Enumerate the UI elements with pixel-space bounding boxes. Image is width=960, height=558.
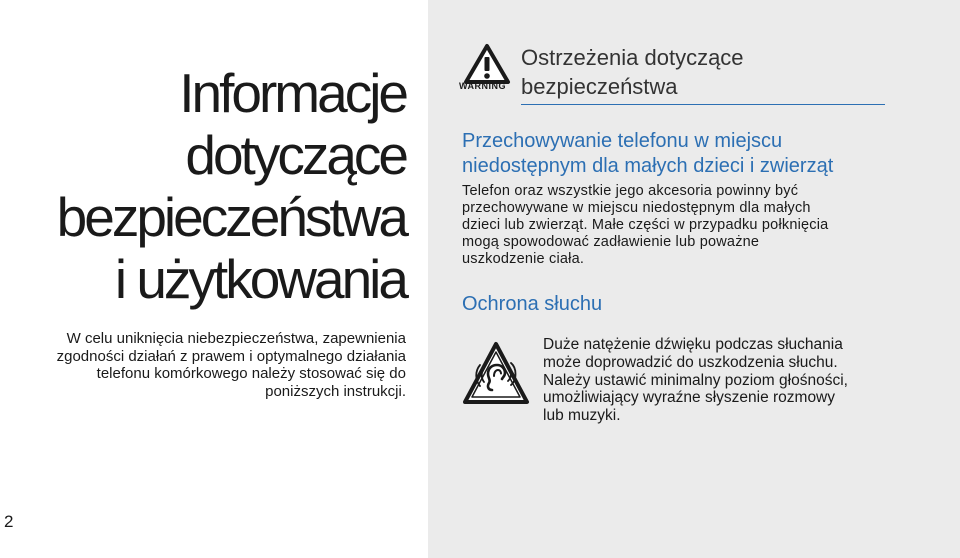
title-line: bezpieczeństwa <box>56 186 406 248</box>
warning-label: WARNING <box>459 81 506 91</box>
subsection-title-child-safety: Przechowywanie telefonu w miejscu niedostępnym dla małych dzieci i zwierząt <box>462 130 834 177</box>
intro-text: W celu uniknięcia niebezpieczeństwa, zapewnienia zgodności działań z prawem i optymalnego działania telefonu komórkowego należy stosować się do poniższych instrukcji. <box>56 330 406 400</box>
title-line: i użytkowania <box>114 248 406 310</box>
title-line: Informacje <box>179 62 406 124</box>
page-title <box>0 62 406 310</box>
section-divider <box>521 104 885 105</box>
left-panel <box>0 0 428 558</box>
page-number: 2 <box>4 512 14 531</box>
title-line: dotyczące <box>185 124 406 186</box>
subsection-body-hearing: Duże natężenie dźwięku podczas słuchania może doprowadzić do uszkodzenia słuchu. Należy ustawić minimalny poziom głośności, umożliwiający wyraźne słyszenie rozmowy lub muzyki. <box>543 336 848 425</box>
section-title: Ostrzeżenia dotyczące bezpieczeństwa <box>521 45 744 99</box>
hearing-protection-icon <box>461 340 531 408</box>
subsection-title-hearing: Ochrona słuchu <box>462 293 603 315</box>
subsection-body-child-safety: Telefon oraz wszystkie jego akcesoria powinny być przechowywane w miejscu niedostępnym dla małych dzieci lub zwierząt. Małe części w przypadku połknięcia mogą spowodować zadławienie lub poważne uszkodzenie ciała. <box>462 183 829 267</box>
